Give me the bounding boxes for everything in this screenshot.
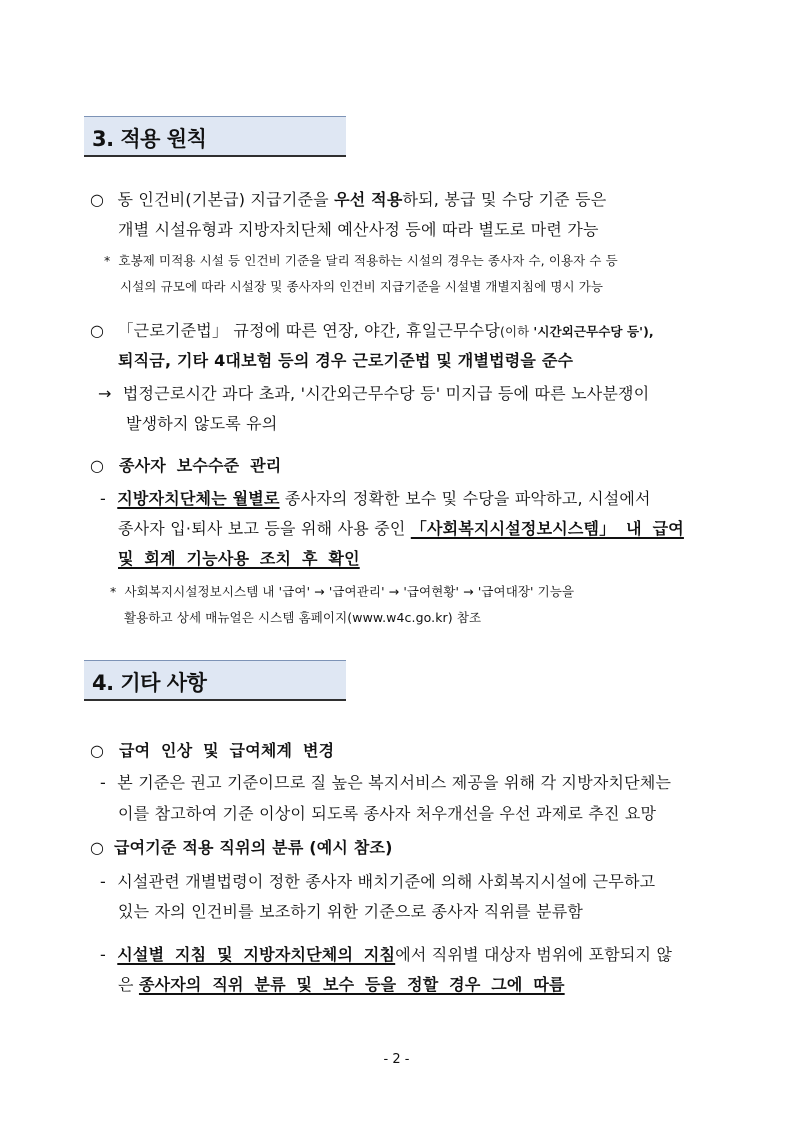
s3-arrow-line2: 발생하지 않도록 유의 xyxy=(126,414,278,433)
s3-dash1-line3: 및 회계 기능사용 조치 후 확인 xyxy=(118,549,360,568)
s3-bullet1-line2: 개별 시설유형과 지방자치단체 예산사정 등에 따라 별도로 마련 가능 xyxy=(118,220,599,239)
bullet-circle: ○ xyxy=(90,741,105,760)
s4-dash1-line2: 이를 참고하여 기준 이상이 되도록 종사자 처우개선을 우선 과제로 추진 요망 xyxy=(118,804,657,823)
s4-dash2-line1: - 시설관련 개별법령이 정한 종사자 배치기준에 의해 사회복지시설에 근무하고 xyxy=(100,872,656,891)
dash-mark: - xyxy=(100,945,106,964)
page-number: - 2 - xyxy=(383,1052,410,1067)
dash-mark: - xyxy=(100,489,106,508)
emphasis-priority: 우선 적용 xyxy=(334,190,403,209)
s4-dash2-line2: 있는 자의 인건비를 보조하기 위한 기준으로 종사자 직위를 분류함 xyxy=(118,902,584,921)
bullet-circle: ○ xyxy=(90,190,105,209)
s3-dash1-line2: 종사자 입·퇴사 보고 등을 위해 사용 중인 「사회복지시설정보시스템」 내 급여 xyxy=(118,519,684,538)
arrow-icon: → xyxy=(98,384,112,403)
s3-bullet1-line1: ○ 동 인건비(기본급) 지급기준을 우선 적용하되, 봉급 및 수당 기준 등은 xyxy=(90,190,607,209)
s4-bullet2: ○ 급여기준 적용 직위의 분류 (예시 참조) xyxy=(90,838,393,857)
s4-dash3-line2: 은 종사자의 직위 분류 및 보수 등을 정할 경우 그에 따름 xyxy=(118,975,565,994)
s3-bullet2-line1: ○ 「근로기준법」 규정에 따른 연장, 야간, 휴일근무수당(이하 '시간외근무수당 등'), xyxy=(90,321,654,340)
section-4-header xyxy=(84,660,346,701)
s3-bullet2-line2: 퇴직금, 기타 4대보험 등의 경우 근로기준법 및 개별법령을 준수 xyxy=(118,351,574,370)
note-asterisk: * xyxy=(110,584,117,599)
note-asterisk: * xyxy=(104,253,111,268)
s4-dash1-line1: - 본 기준은 권고 기준이므로 질 높은 복지서비스 제공을 위해 각 지방자치단체는 xyxy=(100,773,672,792)
s3-note1-line1: * 호봉제 미적용 시설 등 인건비 기준을 달리 적용하는 시설의 경우는 종사자 수, 이용자 수 등 xyxy=(104,253,618,268)
s4-bullet1: ○ 급여 인상 및 급여체계 변경 xyxy=(90,741,335,760)
bullet-circle: ○ xyxy=(90,321,105,340)
bullet-circle: ○ xyxy=(90,456,105,475)
s4-dash3-line1: - 시설별 지침 및 지방자치단체의 지침에서 직위별 대상자 범위에 포함되지 않 xyxy=(100,945,673,964)
s3-note2-line2: 활용하고 상세 매뉴얼은 시스템 홈페이지(www.w4c.go.kr) 참조 xyxy=(124,610,482,625)
s3-note1-line2: 시설의 규모에 따라 시설장 및 종사자의 인건비 지급기준을 시설별 개별지침에 명시 가능 xyxy=(120,279,604,294)
s3-bullet3: ○ 종사자 보수수준 관리 xyxy=(90,456,282,475)
section-3-title: 3. 적용 원칙 xyxy=(92,127,207,151)
dash-mark: - xyxy=(100,872,106,891)
section-3-header xyxy=(84,116,346,157)
section-4-title: 4. 기타 사항 xyxy=(92,671,207,695)
bullet-circle: ○ xyxy=(90,838,105,857)
s3-arrow-line1: → 법정근로시간 과다 초과, '시간외근무수당 등' 미지급 등에 따른 노사분쟁이 xyxy=(98,384,650,403)
dash-mark: - xyxy=(100,773,106,792)
s3-note2-line1: * 사회복지시설정보시스템 내 '급여' → '급여관리' → '급여현황' → '급여대장' 기능을 xyxy=(110,584,575,599)
s3-dash1-line1: - 지방자치단체는 월별로 종사자의 정확한 보수 및 수당을 파악하고, 시설에서 xyxy=(100,489,651,508)
